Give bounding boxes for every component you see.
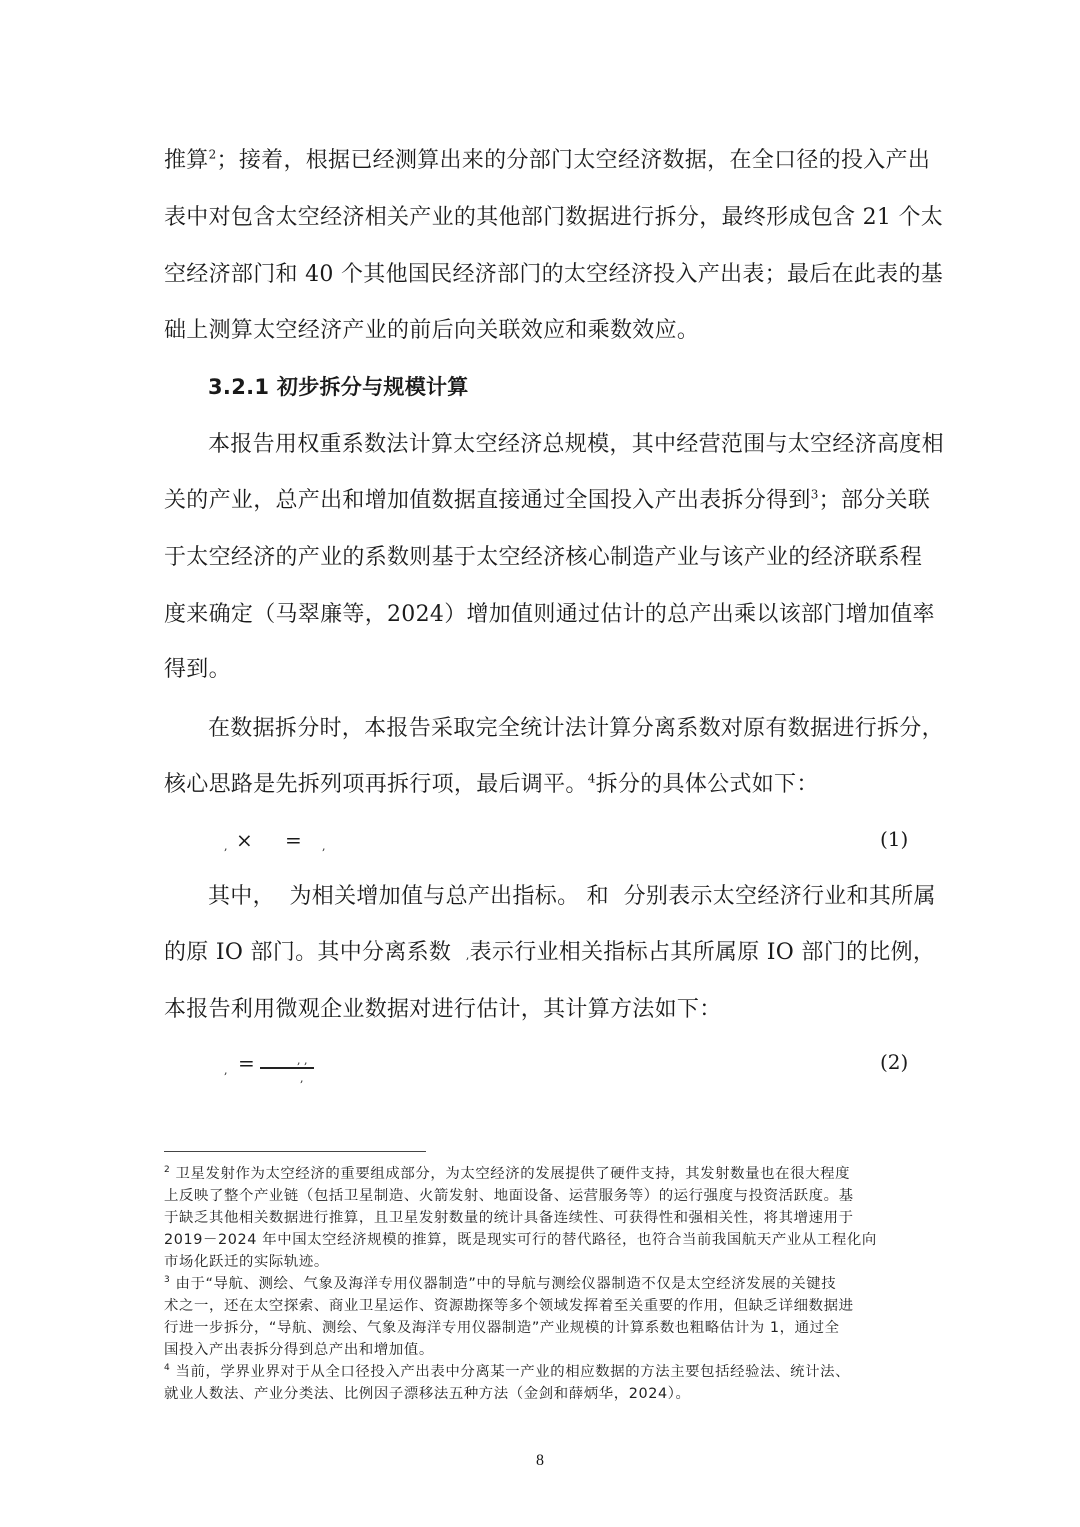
footnote-separator (164, 1151, 426, 1152)
page-number: 8 (536, 1452, 544, 1469)
section-heading: 3.2.1 初步拆分与规模计算 (208, 375, 469, 399)
equation-number: (1) (880, 827, 909, 851)
body-line: 空经济部门和 40 个其他国民经济部门的太空经济投入产出表；最后在此表的基 (164, 262, 944, 287)
body-line: 推算$^2$；接着，根据已经测算出来的分部门太空经济数据，在全口径的投入产出 (164, 147, 931, 173)
body-line: 其中， 为相关增加值与总产出指标。 和 分别表示太空经济行业和其所属 (208, 884, 936, 909)
footnote-ref: 2 (208, 147, 217, 162)
body-line: 于太空经济的产业的系数则基于太空经济核心制造产业与该产业的经济联系程 (164, 545, 923, 570)
body-line: 度来确定（马翠廉等，2024）增加值则通过估计的总产出乘以该部门增加值率 (164, 602, 935, 627)
body-line: 在数据拆分时，本报告采取完全统计法计算分离系数对原有数据进行拆分， (208, 716, 944, 741)
body-line: 的原 IO 部门。其中分离系数 ,表示行业相关指标占其所属原 IO 部门的比例， (164, 940, 936, 965)
body-line: 本报告利用微观企业数据对进行估计，其计算方法如下： (164, 997, 722, 1022)
body-line: 核心思路是先拆列项再拆行项，最后调平。$^4$拆分的具体公式如下： (164, 771, 819, 797)
body-line: 关的产业，总产出和增加值数据直接通过全国投入产出表拆分得到$^3$；部分关联 (164, 487, 931, 513)
body-line: 表中对包含太空经济相关产业的其他部门数据进行拆分，最终形成包含 21 个太 (164, 205, 944, 230)
footnote-ref: 4 (587, 771, 596, 786)
body-line: 本报告用权重系数法计算太空经济总规模，其中经营范围与太空经济高度相 (208, 432, 944, 457)
body-line: 得到。 (164, 657, 231, 682)
fraction-bar (260, 1067, 314, 1069)
body-line: 础上测算太空经济产业的前后向关联效应和乘数效应。 (164, 318, 700, 343)
footnote-ref: 3 (810, 487, 819, 502)
equation-number: (2) (880, 1050, 909, 1074)
